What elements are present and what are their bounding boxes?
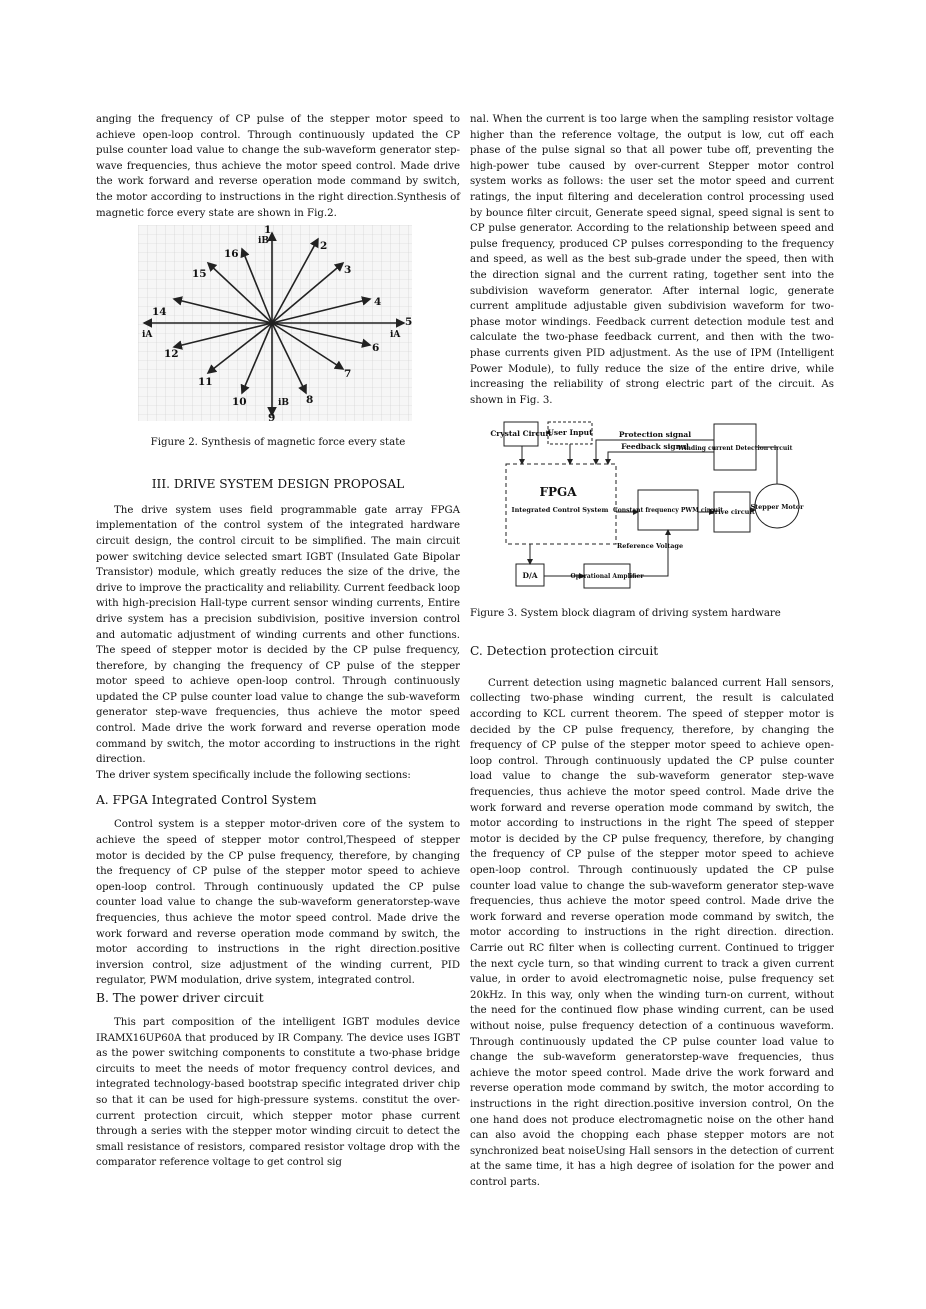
label-7: 7 xyxy=(344,368,352,381)
figure-2 xyxy=(138,224,413,425)
user-input-label: User Input xyxy=(547,428,593,438)
right-paragraph-1: nal. When the current is too large when the sampling resistor voltage higher than the reference voltage, the output is low, cut off each phase of the pulse signal so that all power tube off, preventing the high-power tube caused by over-current Stepper motor control system works as follows: the user set the motor speed and current ratings, the input filtering and deceleration control processing used by bounce filter circuit, Generate speed signal, speed signal is sent to CP pulse generator. According to the relationship between speed and pulse frequency, produced CP pulses corresponding to the frequency and speed, as well as the best sub-grade under the speed, then with the direction signal and the current rating, together sent into the subdivision waveform generator. After internal logic, generate current amplitude adjustable given subdivision waveform for two-phase motor windings. Feedback current detection module test and calculate the two-phase feedback current, and then with the two-phase currents given PID adjustment. As the use of IPM (Intelligent Power Module), to fully reduce the size of the entire drive, while increasing the reliability of strong electric part of the circuit. As shown in Fig. 3. xyxy=(470,114,834,406)
magnetic-force-diagram xyxy=(138,224,413,425)
right-column xyxy=(470,112,834,1190)
feedback-label: Feedback signal xyxy=(621,442,689,452)
fpga-title: FPGA xyxy=(539,485,577,500)
label-6: 6 xyxy=(372,342,380,355)
left-paragraph-2: The drive system uses field programmable gate array FPGA implementation of the control system of the integrated hardware circuit design, the control circuit to be simplified. The main circuit power switching device selected smart IGBT (Insulated Gate Bipolar Transistor) module, which greatly reduces the size of the drive, the drive to improve the practicality and reliability. Current feedback loop with high-precision Hall-type current sensor winding currents, Entire drive system has a precision subdivision, positive inversion control and automatic adjustment of winding currents and other functions. The speed of stepper motor is decided by the CP pulse frequency, therefore, by changing the frequency of CP pulse of the stepper motor speed to achieve open-loop control. Through continuously updated the CP pulse counter load value to change the sub-waveform generator step-wave frequencies, thus achieve the motor speed control. Made drive the work forward and reverse operation mode command by switch, the motor according to instructions in the right direction. xyxy=(96,504,460,766)
fpga-subtitle: Integrated Control System xyxy=(511,506,609,515)
label-4: 4 xyxy=(374,296,382,309)
label-2: 2 xyxy=(320,240,328,253)
axis-label-left: iA xyxy=(142,330,153,341)
axis-label-top: iB xyxy=(258,236,270,247)
pwm-label: Constant frequency PWM circuit xyxy=(612,507,724,515)
label-1: 1 xyxy=(264,224,272,237)
da-label: D/A xyxy=(522,571,538,581)
section-c-heading: C. Detection protection circuit xyxy=(470,643,659,658)
label-8: 8 xyxy=(306,394,314,407)
left-paragraph-3: The driver system specifically include the following sections: xyxy=(96,769,411,781)
opamp-label: Operational Amplifier xyxy=(570,573,644,581)
left-paragraph-5: This part composition of the intelligent IGBT modules device IRAMX16UP60A that produced by IR Company. The device uses IGBT as the power switching components to constitute a two-phase bridge circuits to meet the needs of motor frequency control devices, and integrated technology-based bootstrap specific integrated driver chip so that it can be used for high-pressure systems. constitut the over-current protection circuit, which stepper motor phase current through a series with the stepper motor winding circuit to detect the small resistance of resistors, compared resistor voltage drop with the comparator reference voltage to get control sig xyxy=(96,1016,460,1169)
axis-label-right: iA xyxy=(390,330,401,341)
label-15: 15 xyxy=(192,268,207,281)
label-3: 3 xyxy=(344,264,352,277)
figure-3-caption: Figure 3. System block diagram of driving system hardware xyxy=(470,608,781,620)
protection-label: Protection signal xyxy=(618,430,692,440)
label-9: 9 xyxy=(268,412,276,425)
fpga-box xyxy=(506,464,616,544)
figure-3 xyxy=(490,420,804,590)
ref-voltage-label: Reference Voltage xyxy=(616,542,684,551)
left-paragraph-1: anging the frequency of CP pulse of the stepper motor speed to achieve open-loop control. Through continuously updated the CP pulse counter load value to change the sub-waveform generator step-wave frequencies, thus achieve the motor speed control. Made drive the work forward and reverse operation mode command by switch, the motor according to instructions in the right direction.Synthesis of magnetic force every state are shown in Fig.2. xyxy=(96,114,460,219)
system-block-diagram xyxy=(490,420,804,590)
label-5: 5 xyxy=(405,316,413,329)
axis-label-bottom: iB xyxy=(278,398,290,409)
right-paragraph-2: Current detection using magnetic balanced current Hall sensors, collecting two-phase winding current, the result is calculated according to KCL current theorem. The speed of stepper motor is decided by the CP pulse frequency, therefore, by changing the frequency of CP pulse of the stepper motor speed to achieve open-loop control. Through continuously updated the CP pulse counter load value to change the sub-waveform generator step-wave frequencies, thus achieve the motor speed control. Made drive the work forward and reverse operation mode command by switch, the motor according to instructions in the right The speed of stepper motor is decided by the CP pulse frequency, therefore, by changing the frequency of CP pulse of the stepper motor speed to achieve open-loop control. Through continuously updated the CP pulse counter load value to change the sub-waveform generator step-wave frequencies, thus achieve the motor speed control. Made drive the work forward and reverse operation mode command by switch, the motor according to instructions in the right direction. direction. Carrie out RC filter when is collecting current. Continued to trigger the next cycle turn, so that winding current to track a given current value, in order to avoid electromagnetic noise, pulse frequency set 20kHz. In this way, only when the winding turn-on current, without the need for the continued flow phase winding current, can be used without noise, pulse frequency detection of a continuous waveform. Through continuously updated the CP pulse counter load value to change the sub-waveform generatorstep-wave frequencies, thus achieve the motor speed control. Made drive the work forward and reverse operation mode command by switch, the motor according to instructions in the right direction.positive inversion control, On the one hand does not produce electromagnetic noise on the other hand can also avoid the chopping each phase stepper motors are not synchronized beat noiseUsing Hall sensors in the detection of current at the same time, it has a high degree of isolation for the power and control parts. xyxy=(470,677,834,1188)
crystal-label: Crystal Circuit xyxy=(490,429,552,439)
label-11: 11 xyxy=(198,376,213,389)
winding-label: Winding current Detection circuit xyxy=(677,445,793,453)
left-paragraph-4: Control system is a stepper motor-driven core of the system to achieve the speed of stepper motor control,Thespeed of stepper motor is decided by the CP pulse frequency, therefore, by changing the frequency of CP pulse of the stepper motor speed to achieve open-loop control. Through continuously updated the CP pulse counter load value to change the sub-waveform generatorstep-wave frequencies, thus achieve the motor speed control. Made drive the work forward and reverse operation mode command by switch, the motor according to instructions in the right direction.positive inversion control, size adjustment of the winding current, PID regulator, PWM modulation, drive system, integrated control. xyxy=(96,819,460,987)
figure-2-caption: Figure 2. Synthesis of magnetic force every state xyxy=(150,437,406,449)
label-10: 10 xyxy=(232,396,247,409)
section-a-heading: A. FPGA Integrated Control System xyxy=(96,793,317,808)
label-16: 16 xyxy=(224,248,239,261)
left-column xyxy=(96,112,460,1171)
drive-label: Drive circuit xyxy=(709,508,755,517)
section-b-heading: B. The power driver circuit xyxy=(96,990,264,1005)
label-12: 12 xyxy=(164,348,179,361)
section-3-heading: III. DRIVE SYSTEM DESIGN PROPOSAL xyxy=(151,476,405,491)
label-14: 14 xyxy=(152,306,167,319)
motor-label: Stepper Motor xyxy=(750,503,804,512)
